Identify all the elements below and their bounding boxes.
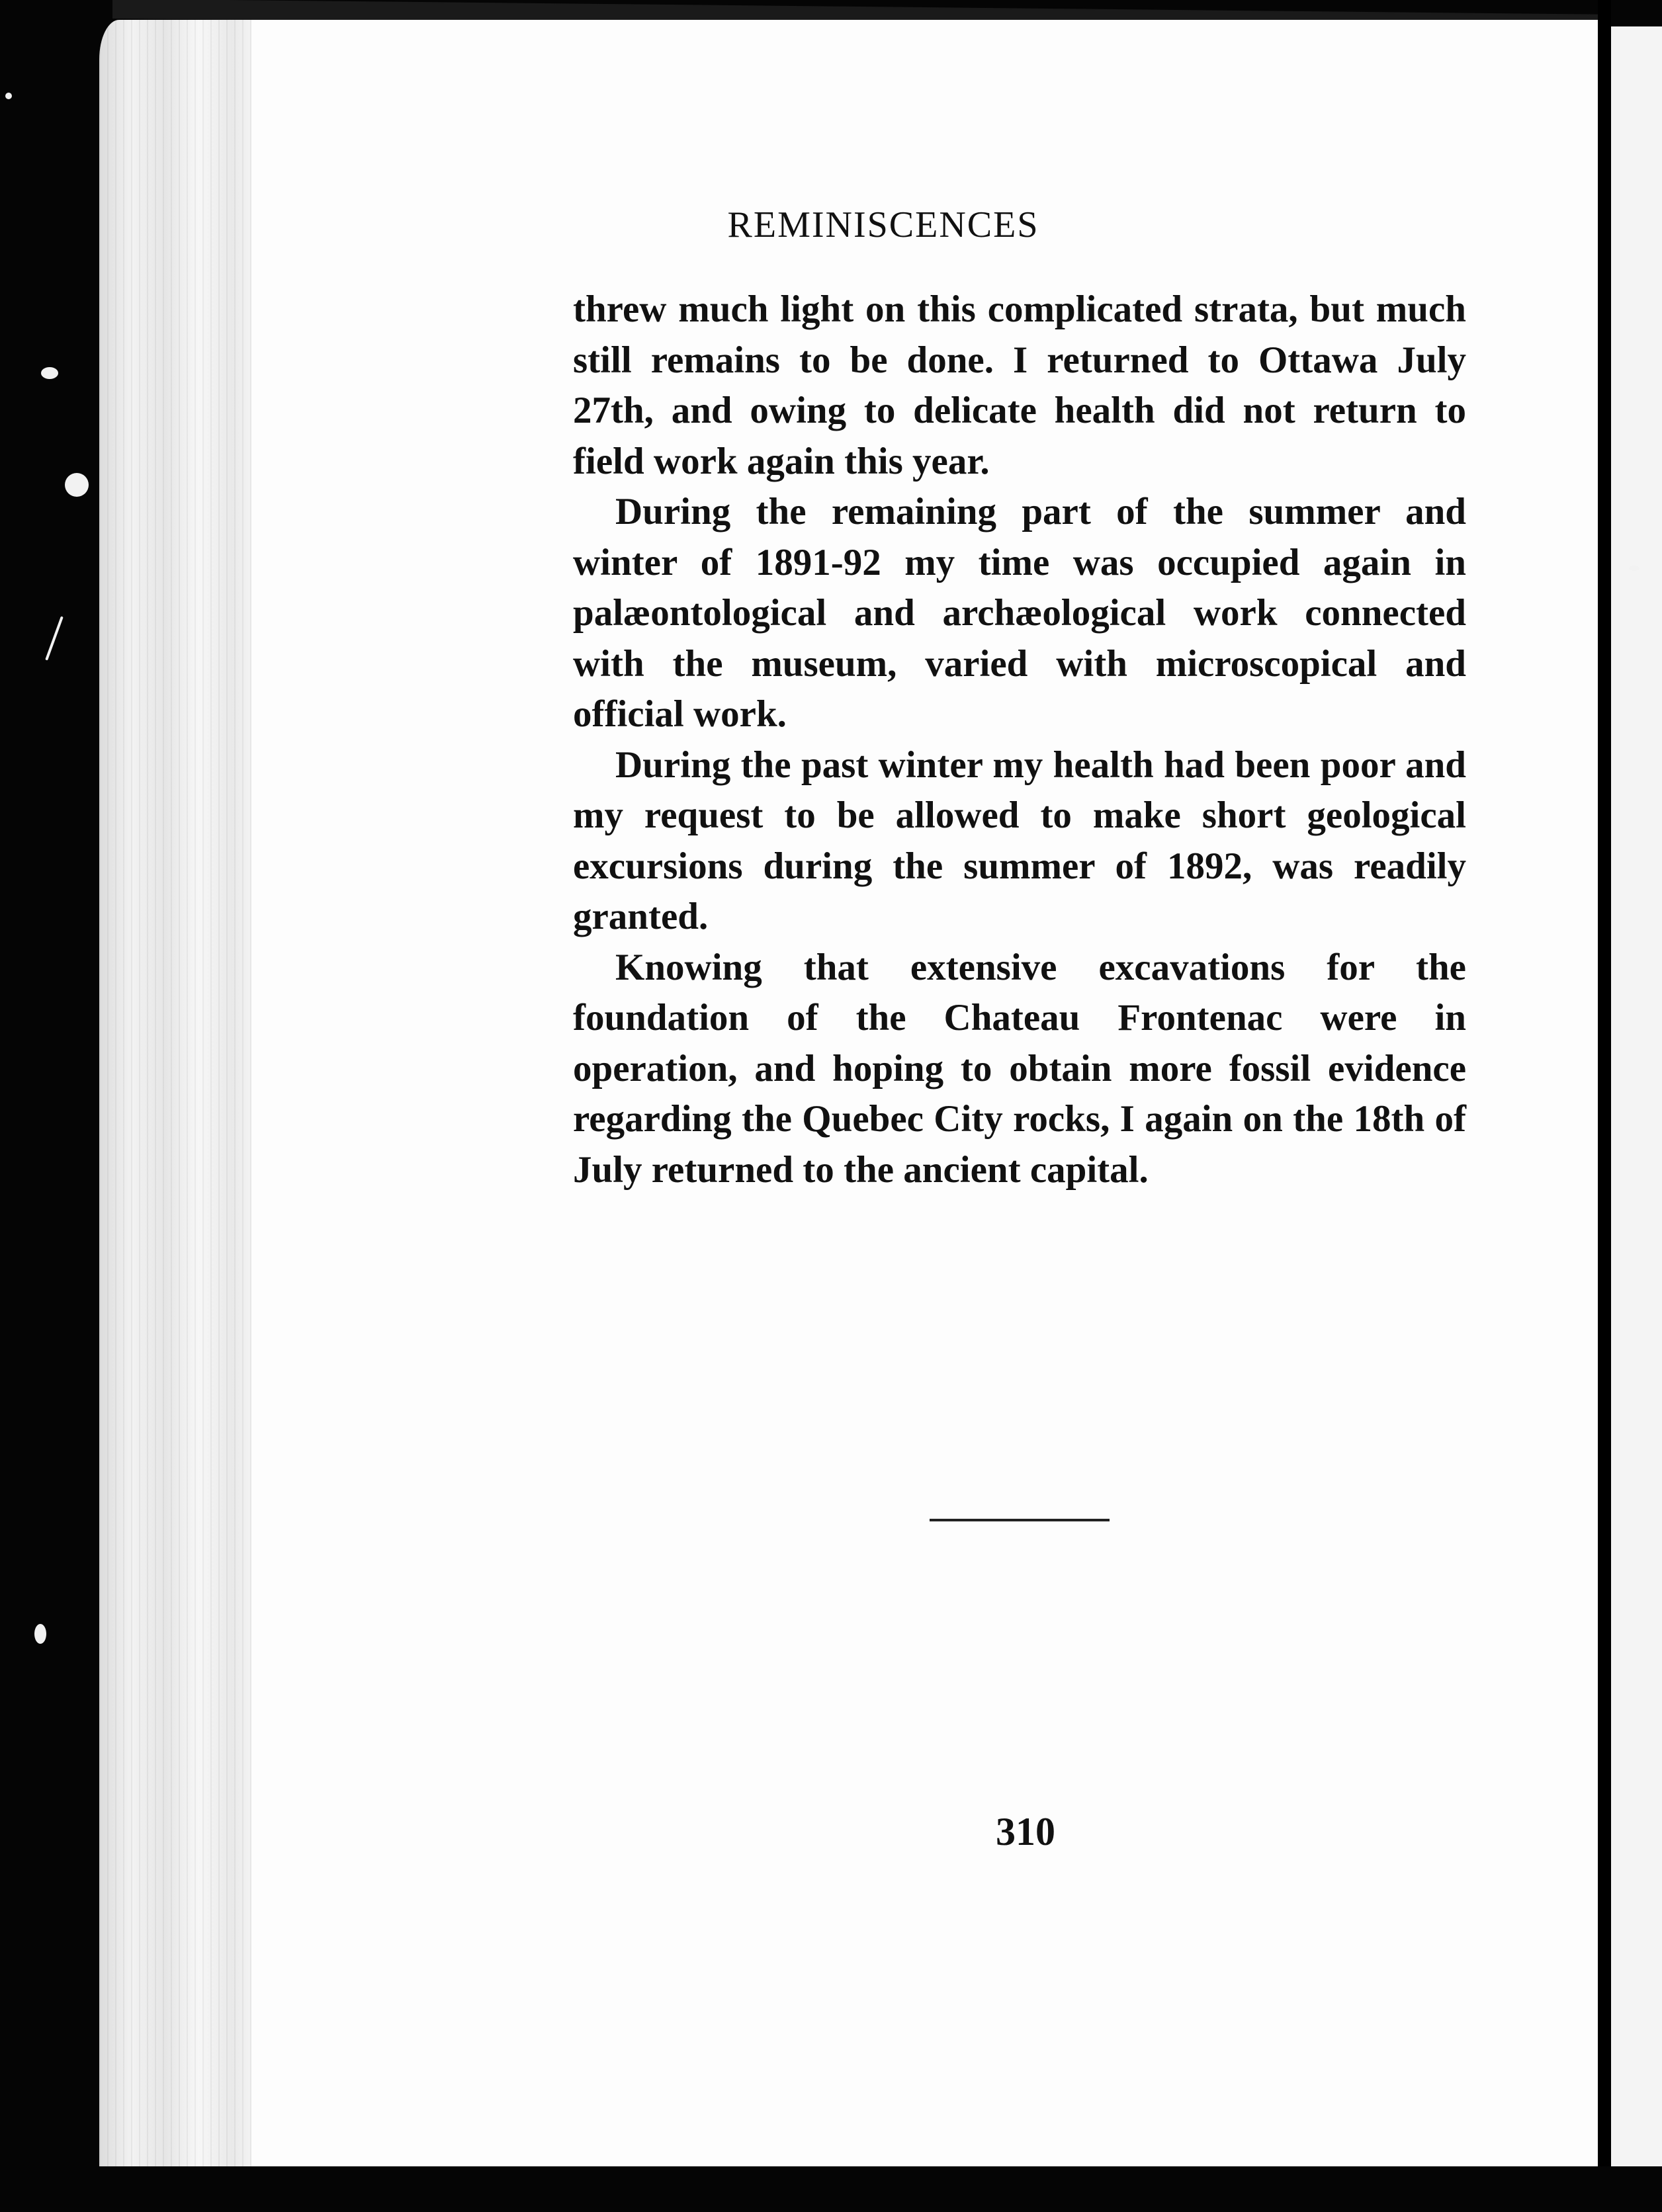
bottom-shadow [0,2166,1662,2212]
margin-speck [45,616,64,660]
next-page-edge [1611,26,1662,2170]
margin-speck [65,473,89,497]
paragraph: During the remaining part of the summer and winter of 1891-92 my time was occupied again in palæontological and archæological work connected with the museum, varied with microscopical and official work. [573,491,1466,735]
margin-speck [5,93,12,99]
section-rule [930,1519,1110,1521]
paragraph: threw much light on this complicated strata, but much still remains to be done. I returned to Ottawa July 27th, and owing to delicate health did not return to field work again this year. [573,288,1466,482]
margin-speck [41,367,58,379]
page-number: 310 [996,1810,1055,1853]
gutter-shadow [1598,0,1611,2212]
margin-speck [1629,566,1640,571]
paragraph: During the past winter my health had been poor and my request to be allowed to make short geological excursions during the summer of 1892, was readily granted. [573,744,1466,937]
body-text [573,284,1466,1195]
paragraph: Knowing that extensive excavations for the foundation of the Chateau Frontenac were in operation, and hoping to obtain more fossil evidence regarding the Quebec City rocks, I again on the 18th of July returned to the ancient capital. [573,946,1466,1191]
margin-speck [34,1624,46,1644]
page-edges [99,20,265,2170]
running-head: REMINISCENCES [727,204,1039,245]
